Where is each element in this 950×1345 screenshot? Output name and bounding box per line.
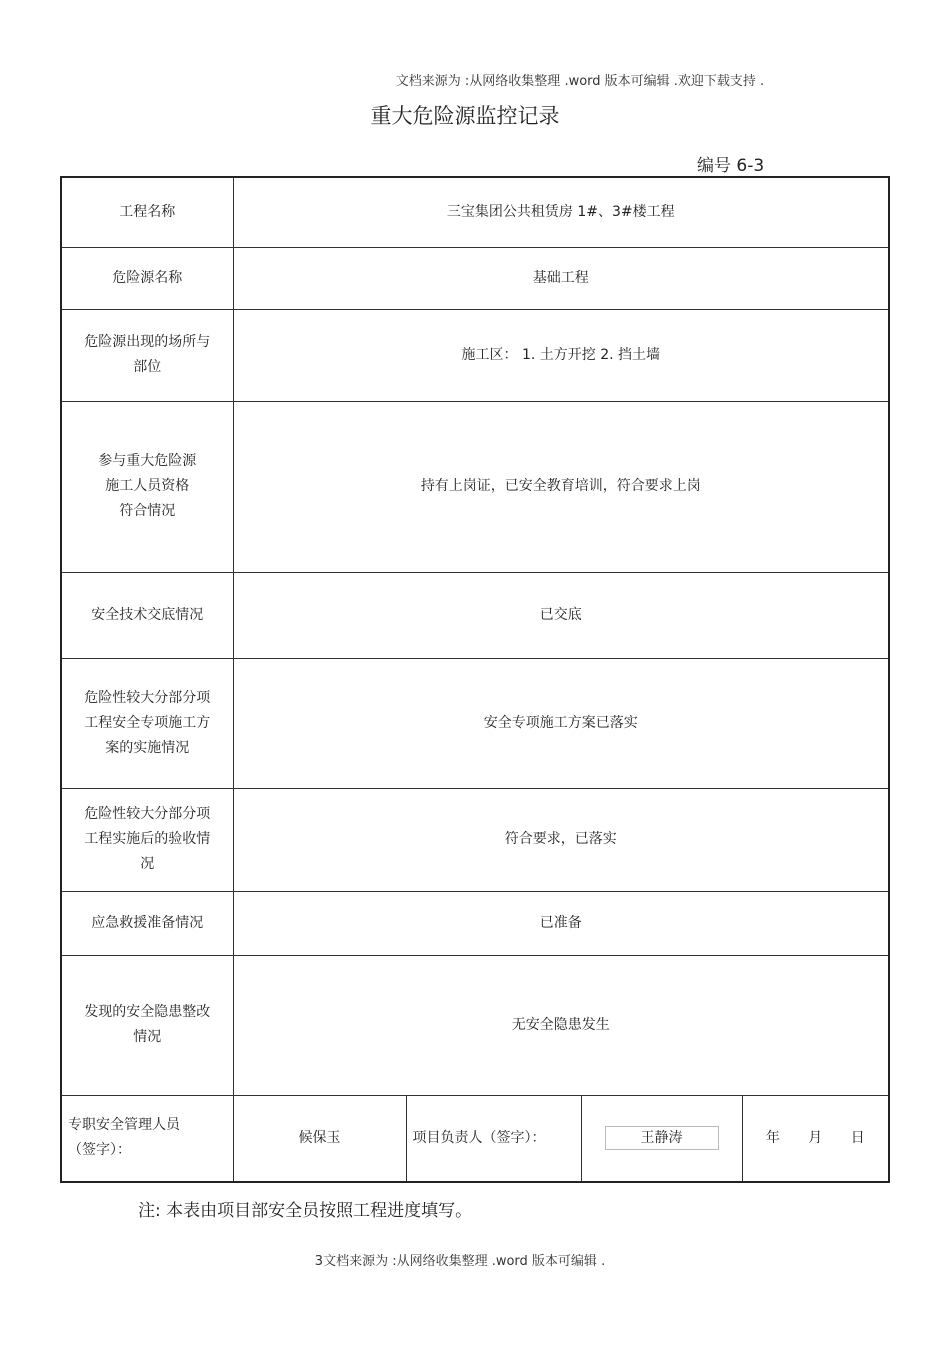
value-safety-briefing: 已交底 xyxy=(233,572,889,658)
label-hazard-name: 危险源名称 xyxy=(61,247,233,309)
label-hazard-rectification: 发现的安全隐患整改 情况 xyxy=(61,955,233,1095)
table-row-emergency xyxy=(61,891,889,955)
footer-source-note: 3文档来源为 :从网络收集整理 .word 版本可编辑 . xyxy=(314,1254,606,1269)
table-row-project-name xyxy=(61,177,889,247)
table-row-hazard-rectification xyxy=(61,955,889,1095)
table-remark: 注: 本表由项目部安全员按照工程进度填写。 xyxy=(138,1201,473,1221)
value-acceptance: 符合要求，已落实 xyxy=(233,788,889,891)
table-row-safety-briefing xyxy=(61,572,889,658)
table-row-acceptance xyxy=(61,788,889,891)
label-acceptance: 危险性较大分部分项 工程实施后的验收情 况 xyxy=(61,788,233,891)
value-worker-qualification: 持有上岗证，已安全教育培训，符合要求上岗 xyxy=(233,401,889,572)
table-row-hazard-name xyxy=(61,247,889,309)
header-source-note: 文档来源为 :从网络收集整理 .word 版本可编辑 .欢迎下载支持 . xyxy=(395,74,765,89)
label-safety-manager-signature: 专职安全管理人员 （签字）： xyxy=(61,1095,233,1182)
document-title: 重大危险源监控记录 xyxy=(370,104,560,128)
label-hazard-location: 危险源出现的场所与 部位 xyxy=(61,309,233,401)
value-project-name: 三宝集团公共租赁房 1#、3#楼工程 xyxy=(233,177,889,247)
document-number: 编号 6-3 xyxy=(697,156,765,176)
value-hazard-rectification: 无安全隐患发生 xyxy=(233,955,889,1095)
label-special-plan: 危险性较大分部分项 工程安全专项施工方 案的实施情况 xyxy=(61,658,233,788)
date-day: 日 xyxy=(850,1129,865,1146)
label-project-leader-signature: 项目负责人（签字）： xyxy=(406,1095,581,1182)
value-hazard-location: 施工区： 1. 土方开挖 2. 挡土墙 xyxy=(233,309,889,401)
table-row-special-plan xyxy=(61,658,889,788)
table-row-hazard-location xyxy=(61,309,889,401)
value-hazard-name: 基础工程 xyxy=(233,247,889,309)
label-worker-qualification: 参与重大危险源 施工人员资格 符合情况 xyxy=(61,401,233,572)
value-special-plan: 安全专项施工方案已落实 xyxy=(233,658,889,788)
monitoring-record-table xyxy=(60,176,890,1183)
label-emergency: 应急救援准备情况 xyxy=(61,891,233,955)
safety-manager-name: 候保玉 xyxy=(233,1095,406,1182)
table-row-signatures xyxy=(61,1095,889,1182)
label-safety-briefing: 安全技术交底情况 xyxy=(61,572,233,658)
value-emergency: 已准备 xyxy=(233,891,889,955)
date-year: 年 xyxy=(765,1129,780,1146)
label-project-name: 工程名称 xyxy=(61,177,233,247)
date-month: 月 xyxy=(808,1129,823,1146)
project-leader-name: 王静涛 xyxy=(605,1126,719,1150)
project-leader-signature-cell xyxy=(581,1095,742,1182)
signature-date xyxy=(742,1095,889,1182)
table-row-worker-qualification xyxy=(61,401,889,572)
